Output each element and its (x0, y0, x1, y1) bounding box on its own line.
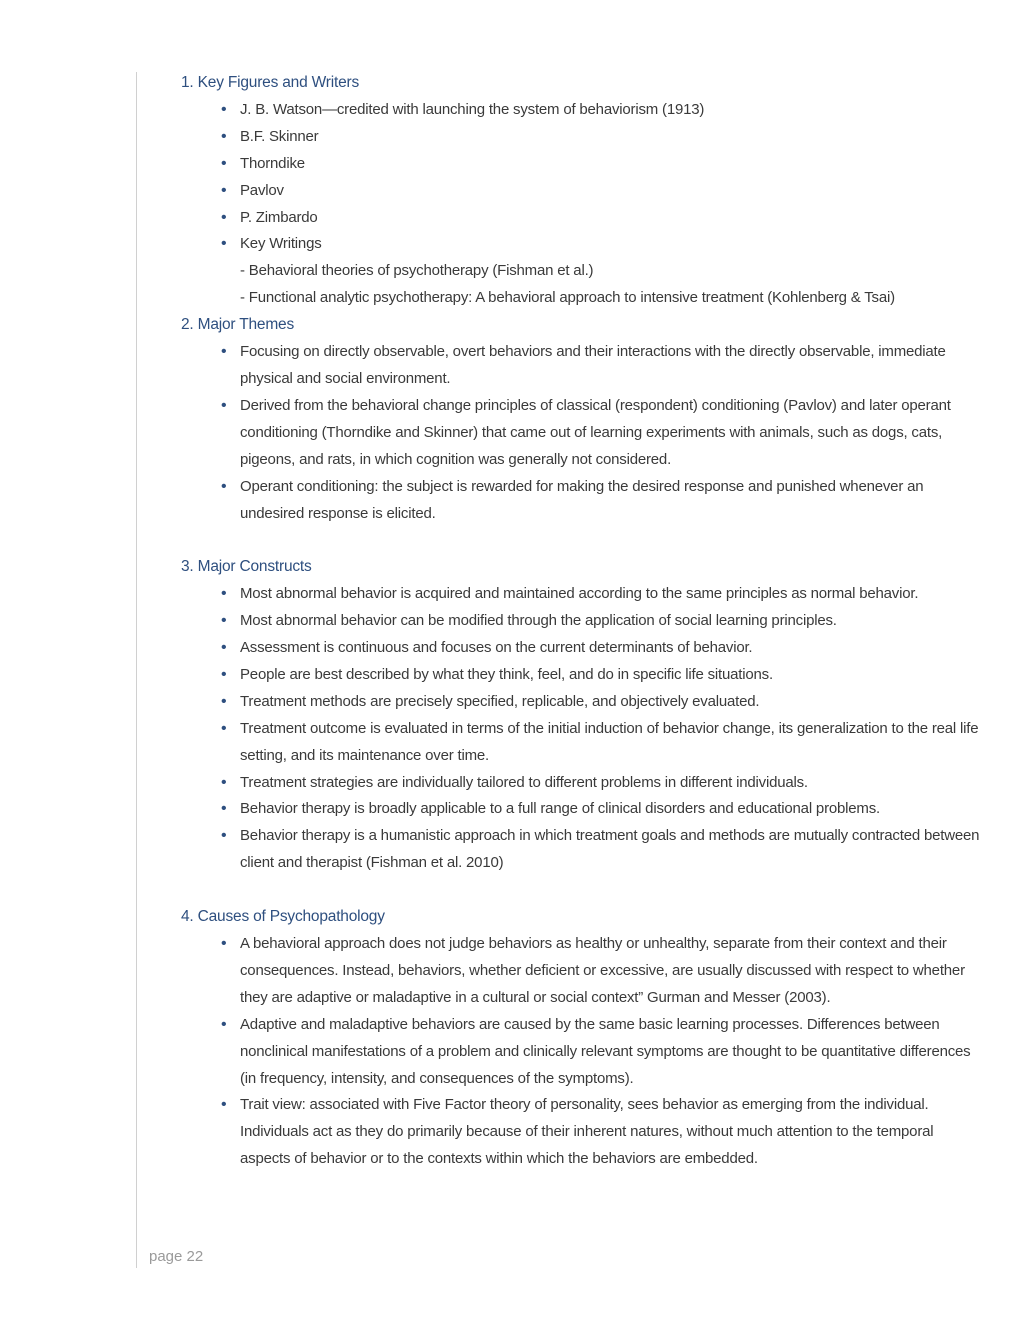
section-heading-causes: 4. Causes of Psychopathology (181, 908, 385, 926)
list-item: • A behavioral approach does not judge behaviors as healthy or unhealthy, separate from their context and their consequences. Instead, behaviors, whether deficient or excessive, are usually discussed with respect to whether they are adaptive or maladaptive in a cultural or social context” Gurman and Messer (2003). (240, 931, 981, 1012)
list-item: • Adaptive and maladaptive behaviors are caused by the same basic learning processes. Differences between nonclinical manifestations of a problem and clinically relevant symptoms are thought to be quantitative differences (in frequency, intensity, and consequences of the symptoms). (240, 1012, 981, 1093)
list-item: • Derived from the behavioral change principles of classical (respondent) conditioning (Pavlov) and later operant conditioning (Thorndike and Skinner) that came out of learning experiments with animals, such as dogs, cats, pigeons, and rats, in which cognition was generally not considered. (240, 393, 981, 474)
margin-rule (136, 72, 137, 1268)
list-item: • Operant conditioning: the subject is rewarded for making the desired response and punished whenever an undesired response is elicited. (240, 474, 981, 528)
key-writing-line: - Behavioral theories of psychotherapy (Fishman et al.) (240, 262, 594, 280)
list-item: • Treatment methods are precisely specified, replicable, and objectively evaluated. (240, 689, 981, 716)
list-item: • Focusing on directly observable, overt behaviors and their interactions with the directly observable, immediate physical and social environment. (240, 339, 981, 393)
list-item: • Assessment is continuous and focuses on the current determinants of behavior. (240, 635, 981, 662)
list-item: • Thorndike (240, 151, 981, 178)
list-item: • Most abnormal behavior can be modified through the application of social learning principles. (240, 608, 981, 635)
section-spacer (181, 877, 981, 904)
list-item: • Most abnormal behavior is acquired and maintained according to the same principles as normal behavior. (240, 581, 981, 608)
list-item: • Treatment outcome is evaluated in terms of the initial induction of behavior change, its generalization to the real life setting, and its maintenance over time. (240, 716, 981, 770)
list-item: • Pavlov (240, 178, 981, 205)
list-item: • P. Zimbardo (240, 205, 981, 232)
list-item: • Behavior therapy is broadly applicable to a full range of clinical disorders and educational problems. (240, 796, 981, 823)
page-number: page 22 (149, 1248, 204, 1265)
list-item: • Behavior therapy is a humanistic approach in which treatment goals and methods are mutually contracted between client and therapist (Fishman et al. 2010) (240, 823, 981, 877)
major-constructs-list (181, 581, 981, 877)
list-item: • B.F. Skinner (240, 124, 981, 151)
page-content (181, 70, 981, 1173)
major-themes-list (181, 339, 981, 527)
list-item: • Trait view: associated with Five Factor theory of personality, sees behavior as emerging from the individual. Individuals act as they do primarily because of their inherent natures, without much attention to the temporal aspects of behavior or to the contexts within which the behaviors are embedded. (240, 1092, 981, 1173)
list-item: • People are best described by what they think, feel, and do in specific life situations. (240, 662, 981, 689)
section-spacer (181, 527, 981, 554)
list-item: • Treatment strategies are individually tailored to different problems in different individuals. (240, 770, 981, 797)
section-heading-major-constructs: 3. Major Constructs (181, 558, 312, 576)
list-item: • J. B. Watson—credited with launching the system of behaviorism (1913) (240, 97, 981, 124)
causes-list (181, 931, 981, 1173)
list-item: • Key Writings (240, 231, 981, 258)
key-writing-line: - Functional analytic psychotherapy: A behavioral approach to intensive treatment (Kohlenberg & Tsai) (240, 289, 895, 307)
section-heading-key-figures: 1. Key Figures and Writers (181, 74, 359, 91)
section-heading-major-themes: 2. Major Themes (181, 316, 295, 334)
key-figures-list (181, 97, 981, 258)
